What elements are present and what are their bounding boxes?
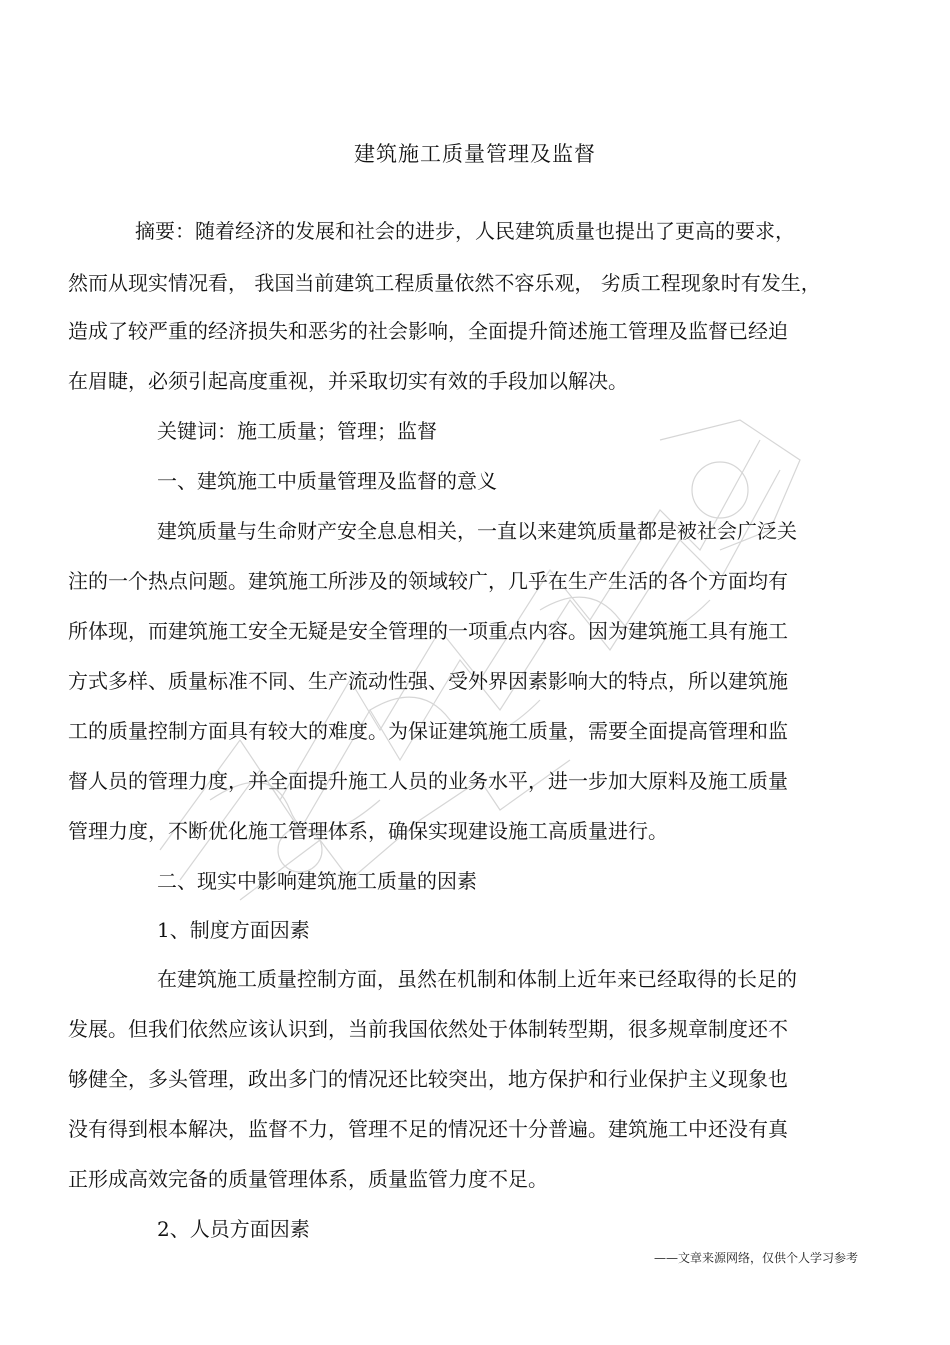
subsection-heading: 2、人员方面因素 [157, 1217, 310, 1241]
watermark-graphic [120, 380, 840, 940]
subsection-heading: 1、制度方面因素 [157, 918, 310, 942]
paragraph-line: 没有得到根本解决，监督不力，管理不足的情况还十分普遍。建筑施工中还没有真 [68, 1117, 788, 1141]
paragraph-line: 在建筑施工质量控制方面，虽然在机制和体制上近年来已经取得的长足的 [157, 967, 797, 991]
paragraph-line: 建筑质量与生命财产安全息息相关，一直以来建筑质量都是被社会广泛关 [157, 519, 797, 543]
paragraph-line: 工的质量控制方面具有较大的难度。为保证建筑施工质量，需要全面提高管理和监 [68, 719, 788, 743]
abstract-line: 在眉睫，必须引起高度重视，并采取切实有效的手段加以解决。 [68, 369, 628, 393]
document-title: 建筑施工质量管理及监督 [354, 142, 596, 166]
paragraph-line: 所体现，而建筑施工安全无疑是安全管理的一项重点内容。因为建筑施工具有施工 [68, 619, 788, 643]
paragraph-line: 注的一个热点问题。建筑施工所涉及的领域较广，几乎在生产生活的各个方面均有 [68, 569, 788, 593]
paragraph-line: 督人员的管理力度，并全面提升施工人员的业务水平，进一步加大原料及施工质量 [68, 769, 788, 793]
section-heading: 二、现实中影响建筑施工质量的因素 [157, 869, 477, 893]
abstract-line: 造成了较严重的经济损失和恶劣的社会影响，全面提升简述施工管理及监督已经迫 [68, 319, 788, 343]
keywords-line: 关键词：施工质量；管理；监督 [157, 419, 437, 443]
abstract-line: 摘要：随着经济的发展和社会的进步，人民建筑质量也提出了更高的要求， [135, 219, 795, 243]
paragraph-line: 管理力度，不断优化施工管理体系，确保实现建设施工高质量进行。 [68, 819, 668, 843]
paragraph-line: 方式多样、质量标准不同、生产流动性强、受外界因素影响大的特点，所以建筑施 [68, 669, 788, 693]
paragraph-line: 发展。但我们依然应该认识到，当前我国依然处于体制转型期，很多规章制度还不 [68, 1017, 788, 1041]
paragraph-line: 正形成高效完备的质量管理体系，质量监管力度不足。 [68, 1167, 548, 1191]
abstract-line: 然而从现实情况看， 我国当前建筑工程质量依然不容乐观， 劣质工程现象时有发生， [68, 271, 821, 295]
section-heading: 一、建筑施工中质量管理及监督的意义 [157, 469, 497, 493]
paragraph-line: 够健全，多头管理，政出多门的情况还比较突出，地方保护和行业保护主义现象也 [68, 1067, 788, 1091]
source-note: ——文章来源网络，仅供个人学习参考 [653, 1251, 858, 1265]
